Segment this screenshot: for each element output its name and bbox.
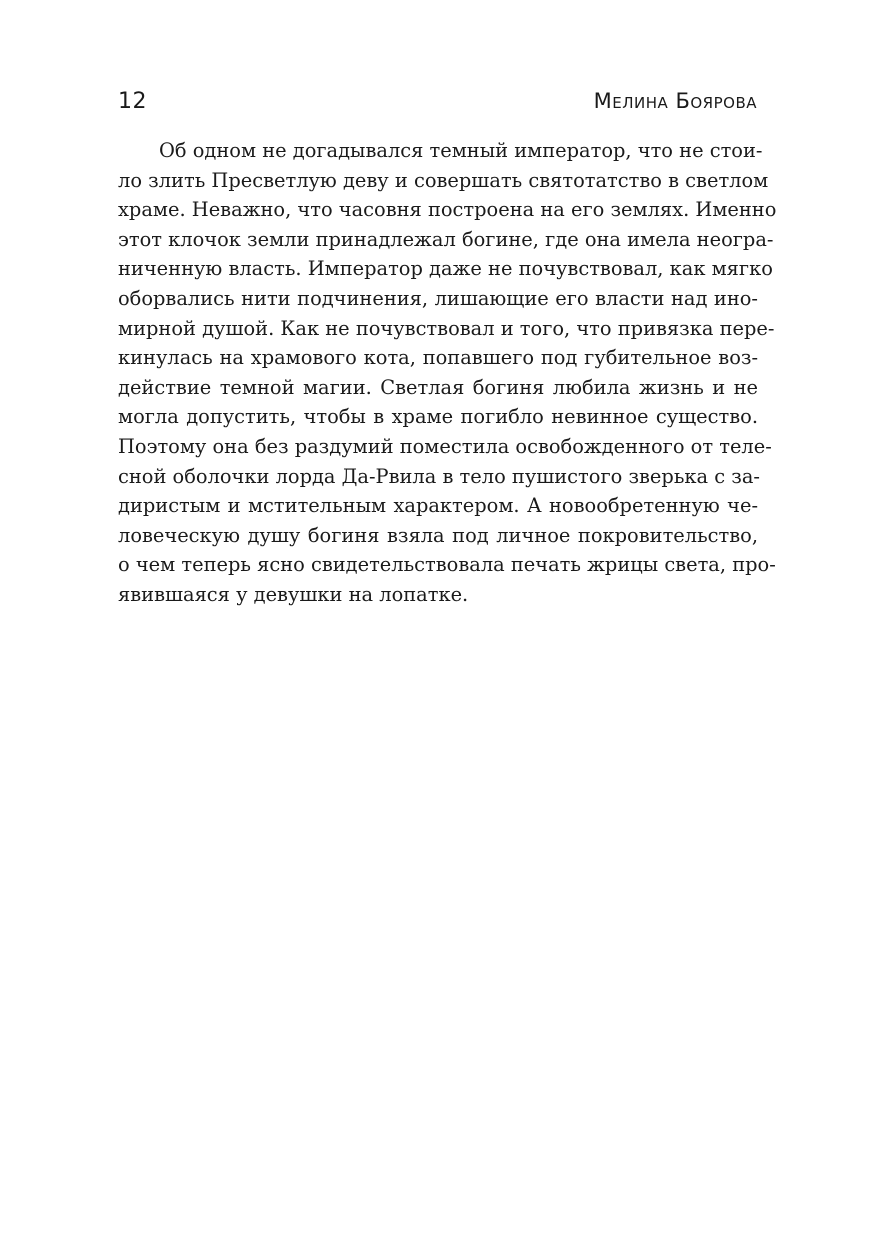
body-paragraph bbox=[118, 136, 777, 610]
text-line: кинулась на храмового кота, попавшего под губительное воз- bbox=[118, 346, 758, 370]
text-line: сной оболочки лорда Да-Рвила в тело пушистого зверька с за- bbox=[118, 464, 760, 488]
text-line: этот клочок земли принадлежал богине, где она имела неогра- bbox=[118, 227, 774, 251]
text-line: мирной душой. Как не почувствовал и того, что привязка пере- bbox=[118, 316, 775, 340]
text-line: храме. Неважно, что часовня построена на его землях. Именно bbox=[118, 198, 777, 222]
text-line: ниченную власть. Император даже не почувствовал, как мягко bbox=[118, 257, 773, 281]
text-line: действие темной магии. Светлая богиня любила жизнь и не bbox=[118, 375, 758, 399]
text-line: явившаяся у девушки на лопатке. bbox=[118, 582, 469, 606]
text-line: ловеческую душу богиня взяла под личное покровительство, bbox=[118, 523, 758, 547]
page-number: 12 bbox=[118, 88, 147, 114]
text-line: оборвались нити подчинения, лишающие его власти над ино- bbox=[118, 286, 758, 310]
text-line: Поэтому она без раздумий поместила освобожденного от теле- bbox=[118, 434, 772, 458]
text-line: могла допустить, чтобы в храме погибло невинное существо. bbox=[118, 405, 758, 429]
text-line: диристым и мстительным характером. А новообретенную че- bbox=[118, 494, 758, 518]
text-line: о чем теперь ясно свидетельствовала печать жрицы света, про- bbox=[118, 553, 776, 577]
author-name: Мелина Боярова bbox=[593, 89, 757, 113]
text-line: ло злить Пресветлую деву и совершать святотатство в светлом bbox=[118, 168, 769, 192]
text-line: Об одном не догадывался темный император, что не стои- bbox=[159, 139, 763, 162]
running-head bbox=[118, 86, 757, 116]
